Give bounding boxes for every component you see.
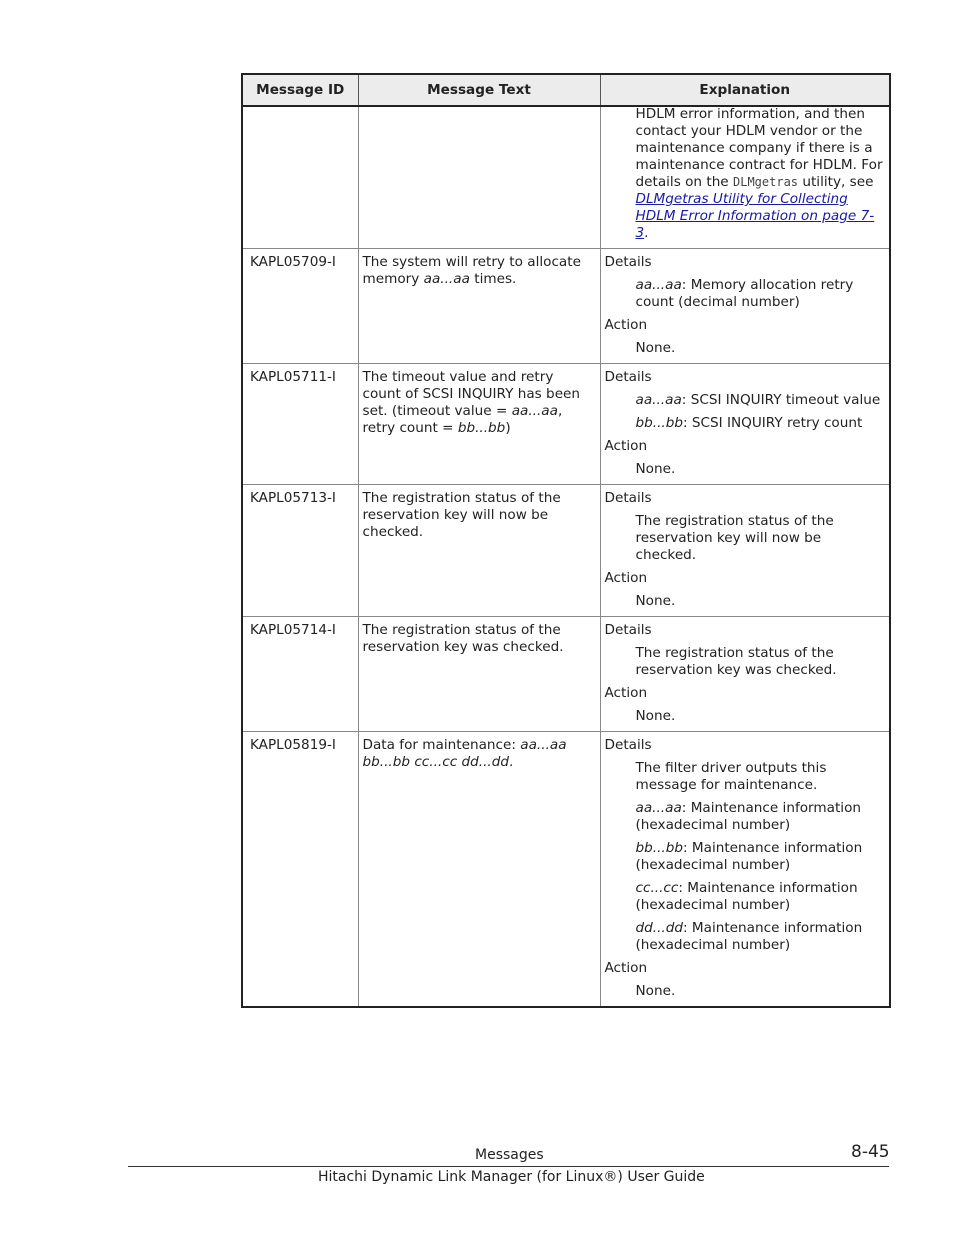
messages-table: [241, 73, 891, 1008]
message-explanation: [600, 732, 890, 1008]
action-text: None.: [635, 340, 676, 356]
message-id: KAPL05714-I: [242, 617, 358, 732]
dlmgetras-link[interactable]: DLMgetras Utility for Collecting HDLM Error Information on page 7-3: [635, 191, 875, 241]
action-label: Action: [604, 317, 648, 333]
message-id: KAPL05819-I: [242, 732, 358, 1008]
action-text: None.: [635, 593, 676, 609]
cell-text: [358, 106, 600, 249]
detail-item: bb...bb: SCSI INQUIRY retry count: [635, 415, 863, 431]
detail-item: dd...dd: Maintenance information (hexadecimal number): [635, 920, 863, 953]
detail-item: aa...aa: SCSI INQUIRY timeout value: [635, 392, 881, 408]
message-id: KAPL05713-I: [242, 485, 358, 617]
detail-item: cc...cc: Maintenance information (hexadecimal number): [635, 880, 858, 913]
message-explanation: [600, 249, 890, 364]
message-text: The registration status of the reservation key will now be checked.: [358, 485, 600, 617]
action-text: None.: [635, 708, 676, 724]
details-label: Details: [604, 254, 652, 270]
action-label: Action: [604, 570, 648, 586]
detail-item: The registration status of the reservation key will now be checked.: [635, 513, 834, 563]
message-id: KAPL05709-I: [242, 249, 358, 364]
detail-item: The filter driver outputs this message for maintenance.: [635, 760, 827, 793]
header-message-text: Message Text: [358, 74, 600, 106]
table-header-row: [242, 74, 890, 106]
page-number: 8-45: [851, 1142, 890, 1162]
footer-divider: [128, 1166, 889, 1167]
detail-item: bb...bb: Maintenance information (hexadecimal number): [635, 840, 863, 873]
table-row: [242, 364, 890, 485]
footer-section-title: Messages: [475, 1147, 544, 1163]
header-explanation: Explanation: [600, 74, 890, 106]
details-label: Details: [604, 490, 652, 506]
message-text: The system will retry to allocate memory aa...aa times.: [358, 249, 600, 364]
footer-guide-title: Hitachi Dynamic Link Manager (for Linux®) User Guide: [318, 1169, 705, 1185]
code-dlmgetras: DLMgetras: [733, 175, 799, 189]
details-label: Details: [604, 369, 652, 385]
detail-item: The registration status of the reservation key was checked.: [635, 645, 837, 678]
details-label: Details: [604, 737, 652, 753]
table-row: [242, 617, 890, 732]
action-text: None.: [635, 461, 676, 477]
cell-id: [242, 106, 358, 249]
message-explanation: [600, 485, 890, 617]
message-text: The timeout value and retry count of SCSI INQUIRY has been set. (timeout value = aa...aa, retry count = bb...bb): [358, 364, 600, 485]
continuation-text: HDLM error information, and then contact your HDLM vendor or the maintenance company if there is a maintenance contract for HDLM. For details on the DLMgetras utility, see DLMgetras Utility for Collecting HDLM Error Information on page 7-3.: [635, 106, 883, 241]
message-explanation: [600, 617, 890, 732]
detail-item: aa...aa: Maintenance information (hexadecimal number): [635, 800, 862, 833]
action-label: Action: [604, 960, 648, 976]
table-row: [242, 485, 890, 617]
cell-explanation: [600, 106, 890, 249]
detail-item: aa...aa: Memory allocation retry count (decimal number): [635, 277, 854, 310]
table-row: [242, 249, 890, 364]
message-id: KAPL05711-I: [242, 364, 358, 485]
action-label: Action: [604, 685, 648, 701]
header-message-id: Message ID: [242, 74, 358, 106]
table-row: [242, 106, 890, 249]
table-row: [242, 732, 890, 1008]
message-text: Data for maintenance: aa...aa bb...bb cc...cc dd...dd.: [358, 732, 600, 1008]
message-explanation: [600, 364, 890, 485]
action-label: Action: [604, 438, 648, 454]
message-text: The registration status of the reservation key was checked.: [358, 617, 600, 732]
details-label: Details: [604, 622, 652, 638]
action-text: None.: [635, 983, 676, 999]
